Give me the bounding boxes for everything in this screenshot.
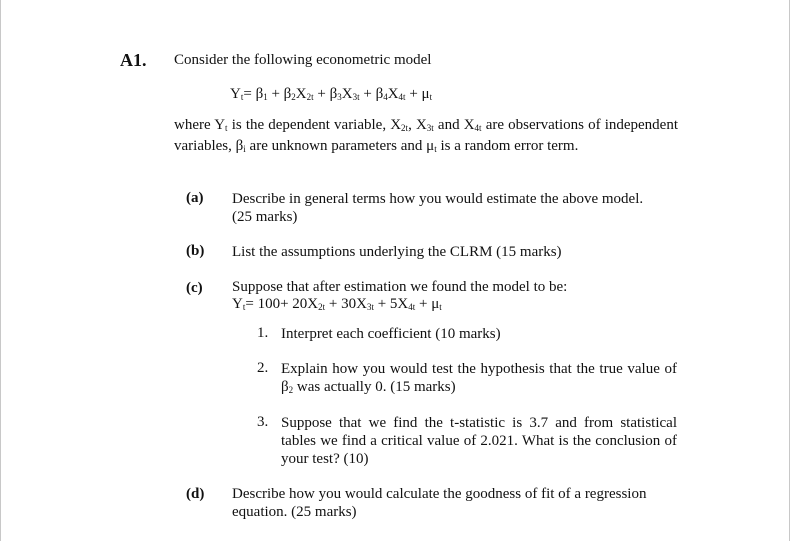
- subitem-1-text: Interpret each coefficient (10 marks): [281, 326, 501, 342]
- question-number: A1.: [120, 50, 147, 70]
- subitem-3-number: 3.: [257, 414, 269, 430]
- part-a-line1: Describe in general terms how you would estimate the above model.: [232, 191, 644, 207]
- model-equation: $Y_t= \beta_1 + \beta_2X_{2t} + \beta_3X_{3t} + \beta_4X_{4t} + \mu_t$: [230, 86, 433, 102]
- question-intro: Consider the following econometric model: [174, 52, 432, 68]
- part-c-label: (c): [186, 280, 203, 296]
- part-a-label: (a): [186, 190, 204, 206]
- part-d-line1: Describe how you would calculate the goodness of fit of a regression: [232, 486, 647, 502]
- estimated-equation: $Y_t= 100+ 20X_{2t} + 30X_{3t} + 5X_{4t} + \mu_t$: [232, 296, 442, 312]
- part-b-line1: List the assumptions underlying the CLRM (15 marks): [232, 244, 562, 260]
- page-right-border: [789, 0, 790, 541]
- subitem-2-number: 2.: [257, 360, 269, 376]
- part-d-label: (d): [186, 486, 205, 502]
- part-a-line2: (25 marks): [232, 209, 298, 225]
- part-d-line2: equation. (25 marks): [232, 504, 357, 520]
- subitem-3-text: Suppose that we find the t-statistic is 3.7 and from statistical tables we find a critical value of 2.021. What is the conclusion of your test? (10): [281, 415, 677, 467]
- part-c-line1: Suppose that after estimation we found the model to be:: [232, 279, 568, 295]
- where-paragraph: where $Y_t$ is the dependent variable, $X_{2t}$, $X_{3t}$ and $X_{4t}$ are observations of independent variables, $\beta_i$ are unknown parameters and $\mu_t$ is a random error term.: [174, 117, 678, 154]
- page-left-border: [0, 0, 1, 541]
- part-b-label: (b): [186, 243, 205, 259]
- subitem-1-number: 1.: [257, 325, 269, 341]
- subitem-2-text: Explain how you would test the hypothesis that the true value of $\beta_2$ was actually 0. (15 marks): [281, 361, 677, 395]
